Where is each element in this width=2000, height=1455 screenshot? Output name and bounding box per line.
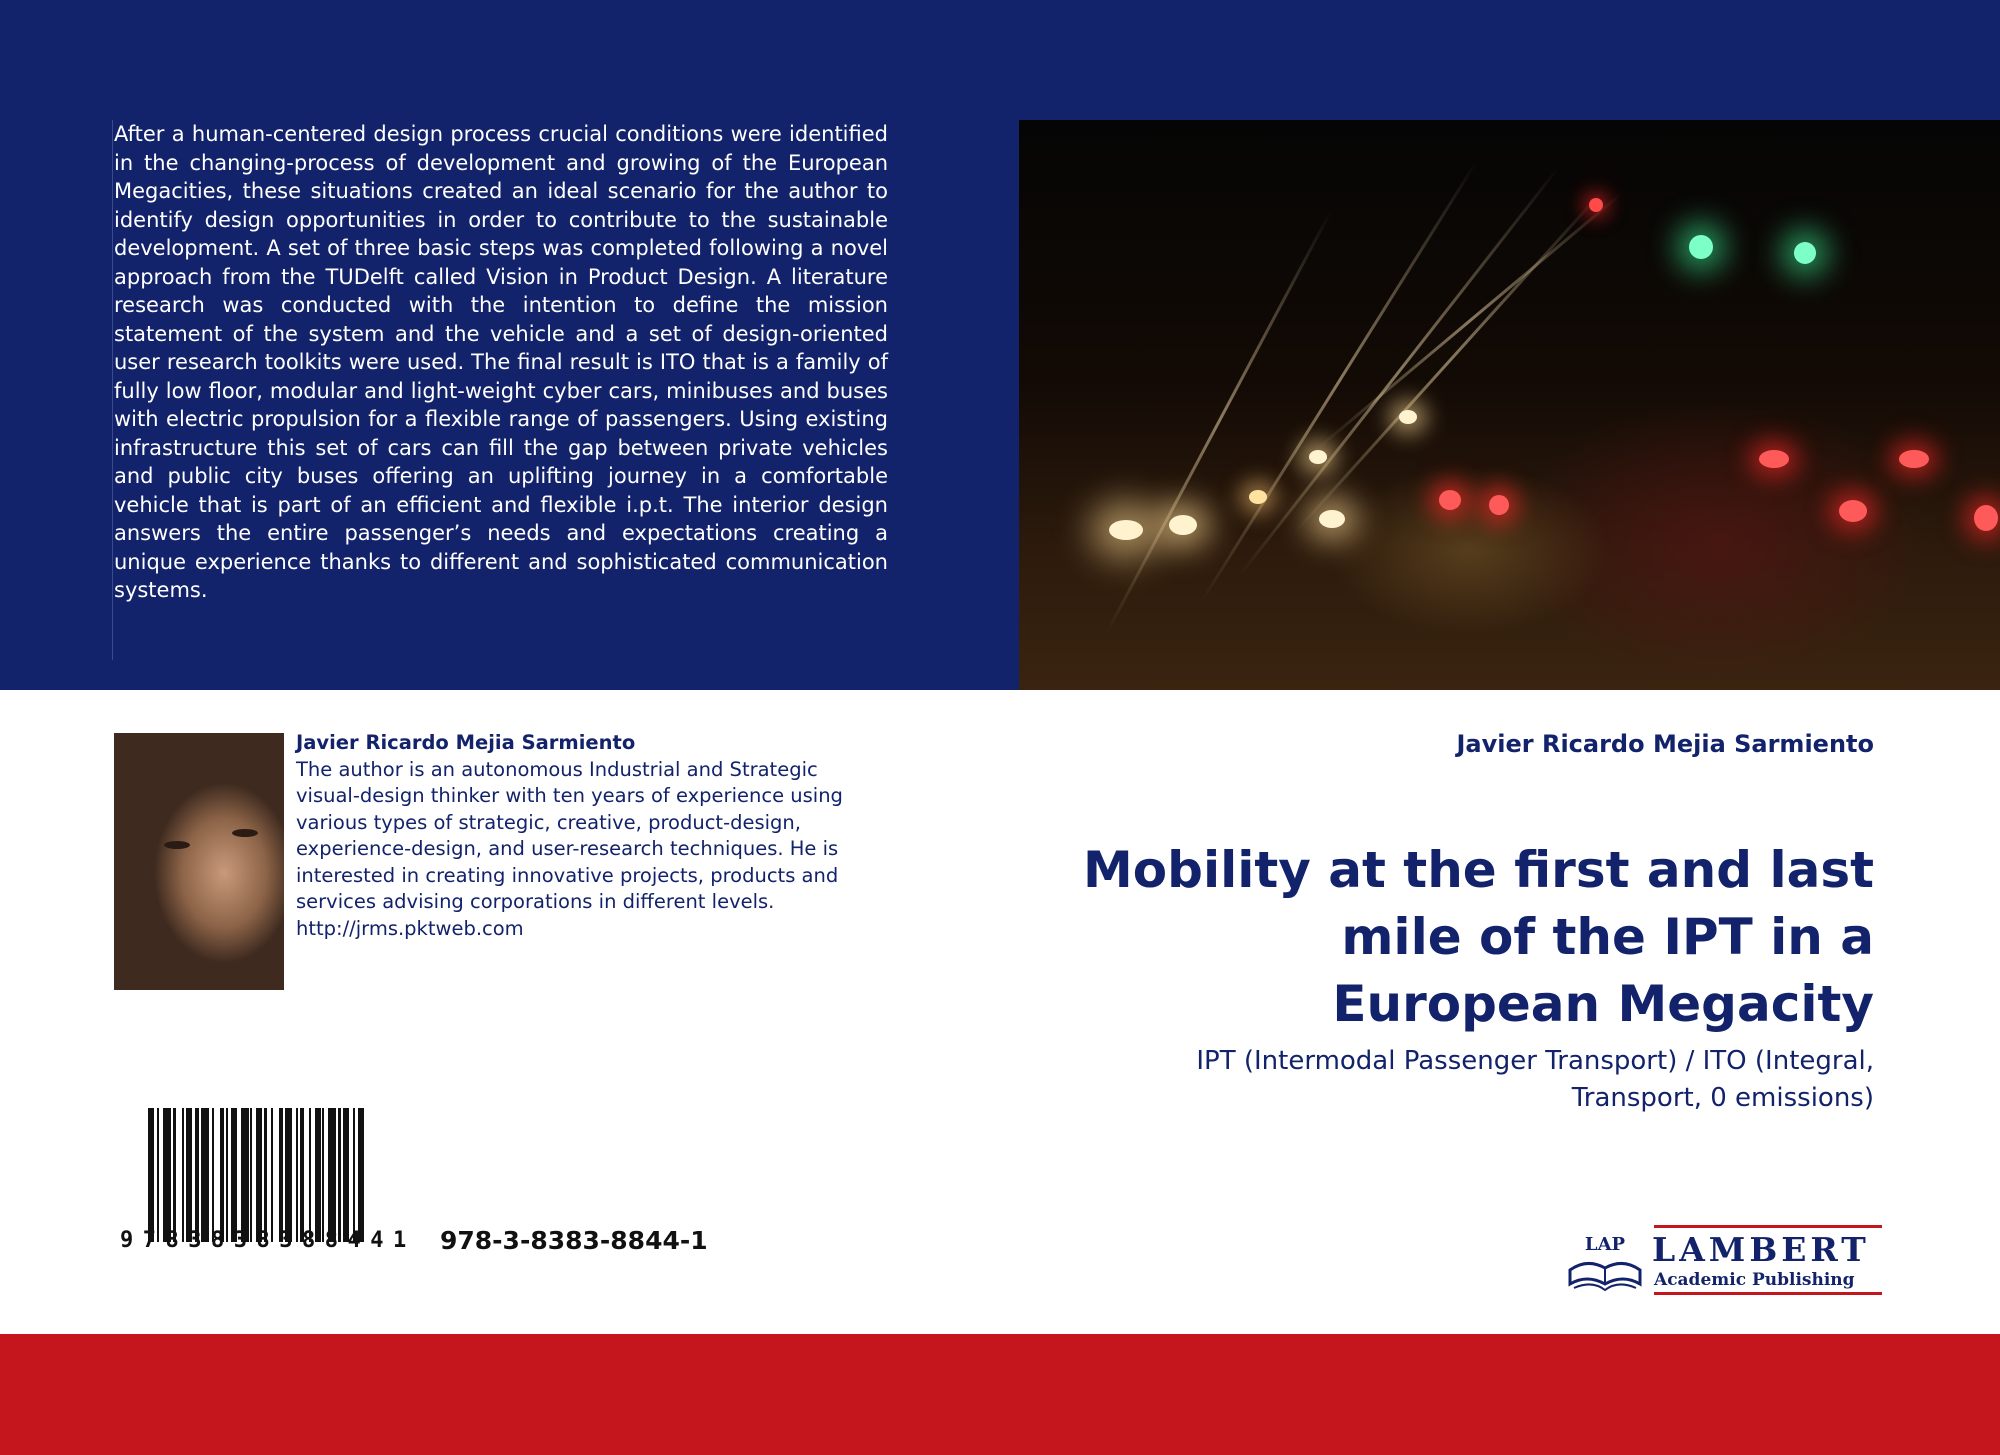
- headlight: [1169, 515, 1197, 535]
- barcode-bar: [201, 1108, 209, 1242]
- red-light: [1489, 495, 1509, 515]
- publisher-rule-top: [1654, 1225, 1882, 1228]
- red-light: [1899, 450, 1929, 468]
- barcode-bar: [358, 1108, 364, 1242]
- bottom-red-band: [0, 1334, 2000, 1455]
- headlight: [1399, 410, 1417, 424]
- book-subtitle: IPT (Intermodal Passenger Transport) / ITO (Integral, Transport, 0 emissions): [1196, 1046, 1874, 1113]
- headlight: [1249, 490, 1267, 504]
- publisher-rule-bottom: [1654, 1292, 1882, 1295]
- red-light: [1589, 198, 1603, 212]
- night-traffic-photo: [1019, 120, 2000, 690]
- publisher-tagline: Academic Publishing: [1654, 1270, 1855, 1290]
- publisher-name: LAMBERT: [1652, 1230, 1870, 1269]
- headlight: [1309, 450, 1327, 464]
- barcode-bar: [241, 1108, 249, 1242]
- red-light: [1759, 450, 1789, 468]
- barcode-bar: [163, 1108, 171, 1242]
- blurb-divider: [112, 120, 113, 660]
- isbn-number: 978-3-8383-8844-1: [440, 1226, 708, 1255]
- bio-author-name: Javier Ricardo Mejia Sarmiento: [296, 731, 636, 754]
- book-title: Mobility at the first and last mile of the IPT in a European Megacity: [1083, 841, 1874, 1033]
- red-light: [1839, 500, 1867, 522]
- bio-text: The author is an autonomous Industrial and Strategic visual-design thinker with ten years of experience using various types of strategic, creative, product-design, experience-design, and user-research techniques. He is interested in creating innovative projects, products and services advising corporations in different levels. http://jrms.pktweb.com: [296, 757, 843, 940]
- portrait-eye: [164, 841, 190, 849]
- green-traffic-light: [1794, 242, 1816, 264]
- back-cover-blurb: After a human-centered design process crucial conditions were identified in the changing-process of development and growing of the European Megacities, these situations created an ideal scenario for the author to identify design opportunities in order to contribute to the sustainable development. A set of three basic steps was completed following a novel approach from the TUDelft called Vision in Product Design. A literature research was conducted with the intention to define the mission statement of the system and the vehicle and a set of design-oriented user research toolkits were used. The final result is ITO that is a family of fully low floor, modular and light-weight cyber cars, minibuses and buses with electric propulsion for a flexible range of passengers. Using existing infrastructure this set of cars can fill the gap between private vehicles and public city buses offering an uplifting journey in a comfortable vehicle that is part of an efficient and flexible i.p.t. The interior design answers the entire passenger’s needs and expectations creating a unique experience thanks to different and sophisticated communication systems.: [114, 122, 888, 602]
- light-streak: [1294, 190, 1604, 534]
- barcode-digits: 9783838388441: [120, 1228, 416, 1253]
- emblem-lettering: LAP: [1584, 1234, 1626, 1255]
- light-streak: [1238, 166, 1561, 578]
- author-portrait: [114, 733, 284, 990]
- portrait-eye: [232, 829, 258, 837]
- front-cover-author: Javier Ricardo Mejia Sarmiento: [1456, 730, 1874, 758]
- headlight: [1109, 520, 1143, 540]
- red-light: [1974, 505, 1998, 531]
- light-streak: [1315, 192, 1623, 451]
- red-light: [1439, 490, 1461, 510]
- isbn-barcode: [148, 1108, 408, 1242]
- author-bio-block: [296, 730, 876, 942]
- barcode-bar: [285, 1108, 293, 1242]
- headlight: [1319, 510, 1345, 528]
- barcode-bar: [328, 1108, 336, 1242]
- lap-book-emblem: [1562, 1228, 1648, 1298]
- green-traffic-light: [1689, 235, 1713, 259]
- publisher-logo: [1562, 1228, 1882, 1298]
